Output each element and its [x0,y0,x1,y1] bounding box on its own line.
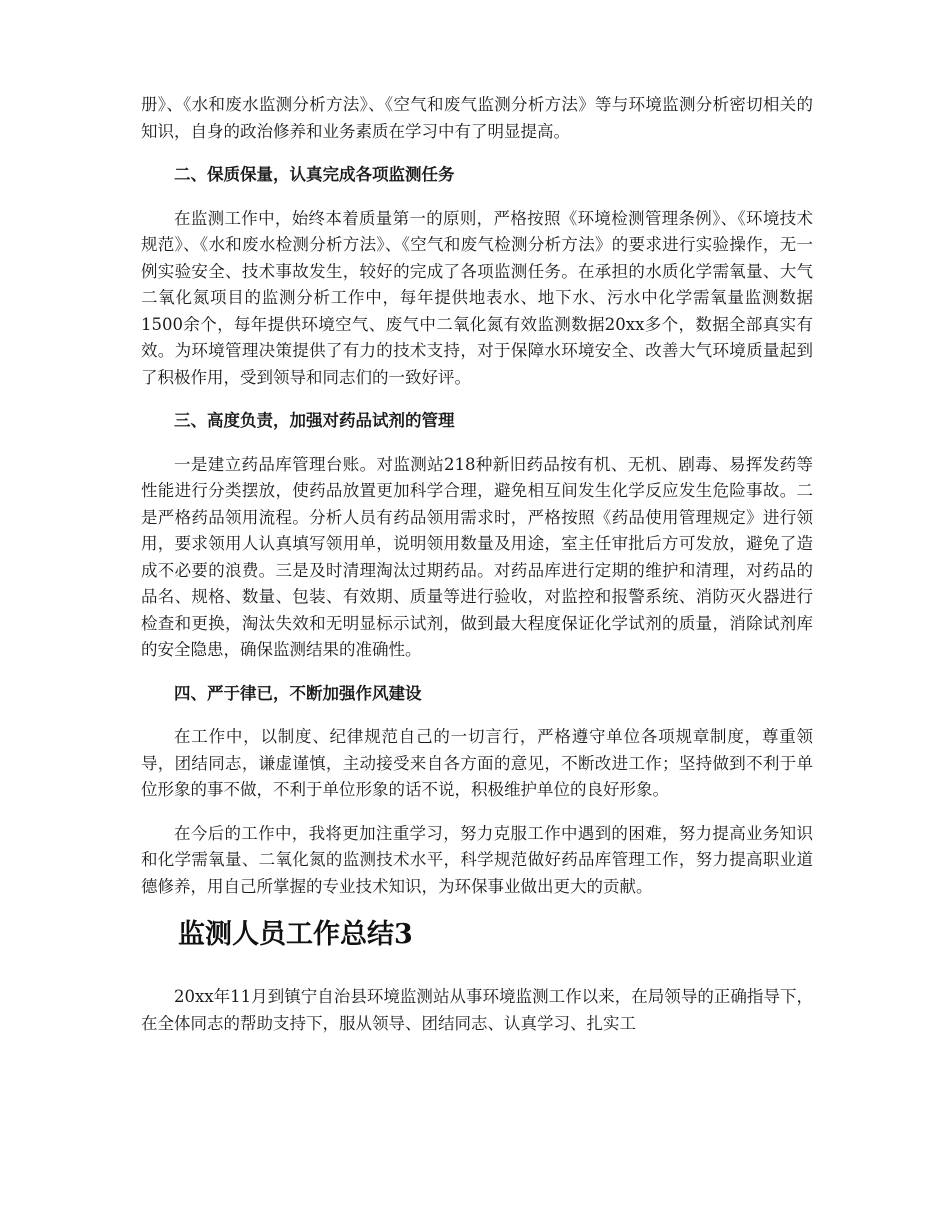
paragraph-summary-3-intro: 20xx年11月到镇宁自治县环境监测站从事环境监测工作以来，在局领导的正确指导下，在全体同志的帮助支持下，服从领导、团结同志、认真学习、扎实工 [141,987,813,1033]
section-heading-4: 四、严于律已，不断加强作风建设 [174,683,422,703]
document-body [141,92,813,1054]
section-heading-2: 二、保质保量，认真完成各项监测任务 [174,165,455,184]
document-title: 监测人员工作总结3 [178,919,413,950]
section-heading-3: 三、高度负责，加强对药品试剂的管理 [174,411,455,430]
paragraph-work-style: 在工作中，以制度、纪律规范自己的一切言行，严格遵守单位各项规章制度，尊重领导，团结同志，谦虚谨慎，主动接受来自各方面的意见，不断改进工作；坚持做到不利于单位形象的事不做，不利于单位形象的话不说，积极维护单位的良好形象。 [141,727,813,799]
paragraph-intro-continuation: 册》、《水和废水监测分析方法》、《空气和废气监测分析方法》等与环境监测分析密切相关的知识，自身的政治修养和业务素质在学习中有了明显提高。 [141,95,813,141]
paragraph-future-plans: 在今后的工作中，我将更加注重学习，努力克服工作中遇到的困难，努力提高业务知识和化学需氧量、二氧化氮的监测技术水平，科学规范做好药品库管理工作，努力提高职业道德修养，用自己所掌握的专业技术知识，为环保事业做出更大的贡献。 [141,823,813,896]
paragraph-reagent-management: 一是建立药品库管理台账。对监测站218种新旧药品按有机、无机、剧毒、易挥发药等性能进行分类摆放，使药品放置更加科学合理，避免相互间发生化学反应发生危险事故。二是严格药品领用流程。分析人员有药品领用需求时，严格按照《药品使用管理规定》进行领用，要求领用人认真填写领用单，说明领用数量及用途，室主任审批后方可发放，避免了造成不必要的浪费。三是及时清理淘汰过期药品。对药品库进行定期的维护和清理，对药品的品名、规格、数量、包装、有效期、质量等进行验收，对监控和报警系统、消防灭火器进行检查和更换，淘汰失效和无明显标示试剂，做到最大程度保证化学试剂的质量，消除试剂库的安全隐患，确保监测结果的准确性。 [141,454,813,659]
paragraph-monitoring-tasks: 在监测工作中，始终本着质量第一的原则，严格按照《环境检测管理条例》、《环境技术规范》、《水和废水检测分析方法》、《空气和废气检测分析方法》的要求进行实验操作，无一例实验安全、技术事故发生，较好的完成了各项监测任务。在承担的水质化学需氧量、大气二氧化氮项目的监测分析工作中，每年提供地表水、地下水、污水中化学需氧量监测数据1500余个，每年提供环境空气、废气中二氧化氮有效监测数据20xx多个，数据全部真实有效。为环境管理决策提供了有力的技术支持，对于保障水环境安全、改善大气环境质量起到了积极作用，受到领导和同志们的一致好评。 [141,208,813,387]
